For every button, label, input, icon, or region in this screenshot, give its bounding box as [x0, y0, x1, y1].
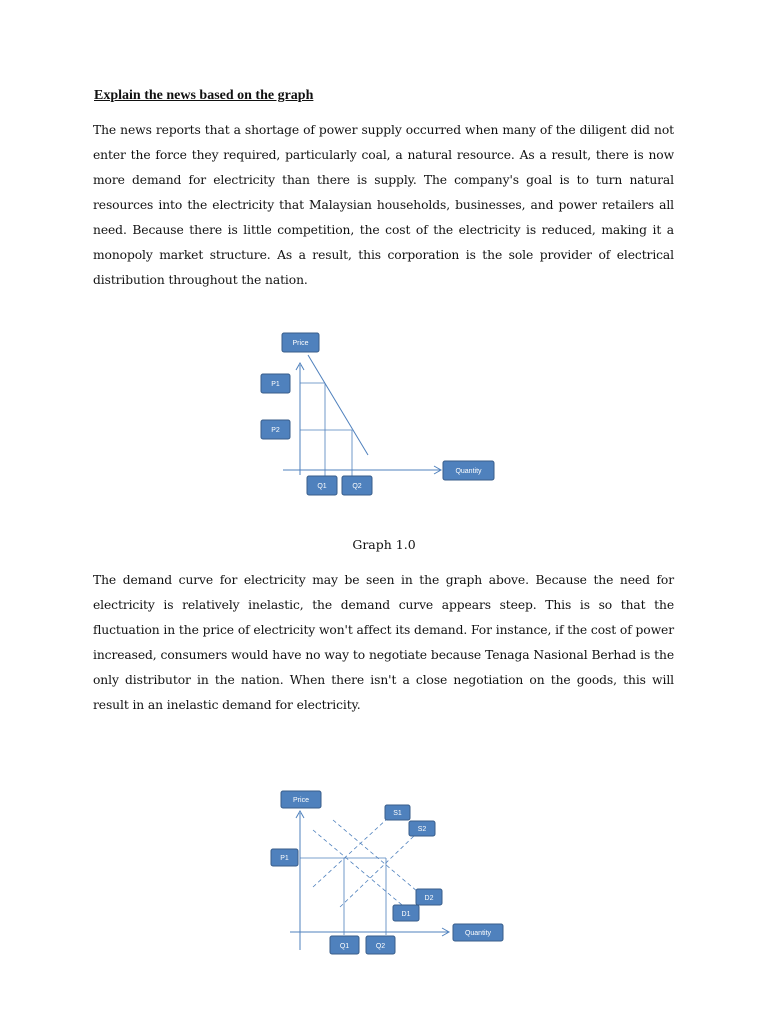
- svg-text:D1: D1: [401, 911, 411, 918]
- paragraph-demand: The demand curve for electricity may be seen in the graph above. Because the need for electricity is relatively inelastic, the demand curve appears steep. This is so that the fluctuation in the price of electricity won't affect its demand. For instance, if the cost of power increased, consumers would have no way to negotiate because Tenaga Nasional Berhad is the only distributor in the nation. When there isn't a close negotiation on the goods, this will result in an inelastic demand for electricity.: [93, 573, 674, 712]
- paragraph-news: The news reports that a shortage of power supply occurred when many of the diligent did not enter the force they required, particularly coal, a natural resource. As a result, there is now more demand for electricity than there is supply. The company's goal is to turn natural resources into the electricity that Malaysian households, businesses, and power retailers all need. Because there is little competition, the cost of the electricity is reduced, making it a monopoly market structure. As a result, this corporation is the sole provider of electrical distribution throughout the nation.: [93, 123, 674, 287]
- graph1-axes: [283, 363, 441, 475]
- graph2-d1-label: [393, 905, 419, 921]
- graph1-q2-label: [342, 476, 372, 495]
- svg-text:D2: D2: [424, 895, 434, 902]
- svg-text:Price: Price: [293, 797, 309, 804]
- graph2-q1-label: [330, 936, 359, 954]
- svg-text:Q1: Q1: [317, 483, 327, 490]
- graph-1-demand: [250, 325, 520, 505]
- graph1-price-label: [282, 333, 319, 352]
- svg-text:S1: S1: [393, 810, 402, 817]
- graph2-q2-label: [366, 936, 395, 954]
- graph2-demand-d1: [313, 830, 408, 910]
- svg-text:P2: P2: [271, 427, 280, 434]
- graph2-d2-label: [416, 889, 442, 905]
- graph1-q1-label: [307, 476, 337, 495]
- graph1-guide-lines: [300, 383, 352, 478]
- graph-2-supply-demand: [268, 785, 518, 960]
- graph2-p1-label: [271, 849, 298, 866]
- graph2-guide-lines: [300, 858, 386, 935]
- graph-caption: Graph 1.0: [352, 537, 416, 552]
- graph2-curves: [313, 818, 418, 910]
- svg-text:Q2: Q2: [352, 483, 362, 490]
- graph2-supply-s1: [313, 818, 388, 887]
- svg-text:Quantity: Quantity: [455, 468, 482, 475]
- graph1-p1-label: [261, 374, 290, 393]
- graph2-s2-label: [409, 821, 435, 836]
- section-heading: Explain the news based on the graph: [94, 88, 314, 103]
- svg-text:Q1: Q1: [339, 943, 350, 950]
- graph2-supply-s2: [340, 835, 415, 907]
- graph1-demand-curve: [308, 355, 368, 455]
- svg-text:Price: Price: [292, 340, 309, 347]
- graph2-demand-d2: [333, 820, 418, 892]
- svg-text:S2: S2: [417, 826, 427, 833]
- graph2-quantity-label: [453, 924, 503, 941]
- svg-text:P1: P1: [280, 855, 289, 862]
- svg-text:P1: P1: [271, 381, 280, 388]
- graph2-s1-label: [385, 805, 410, 820]
- svg-text:Quantity: Quantity: [464, 930, 492, 937]
- graph1-quantity-label: [443, 461, 494, 480]
- graph1-p2-label: [261, 420, 290, 439]
- graph2-price-label: [281, 791, 321, 808]
- svg-text:Q2: Q2: [375, 943, 386, 950]
